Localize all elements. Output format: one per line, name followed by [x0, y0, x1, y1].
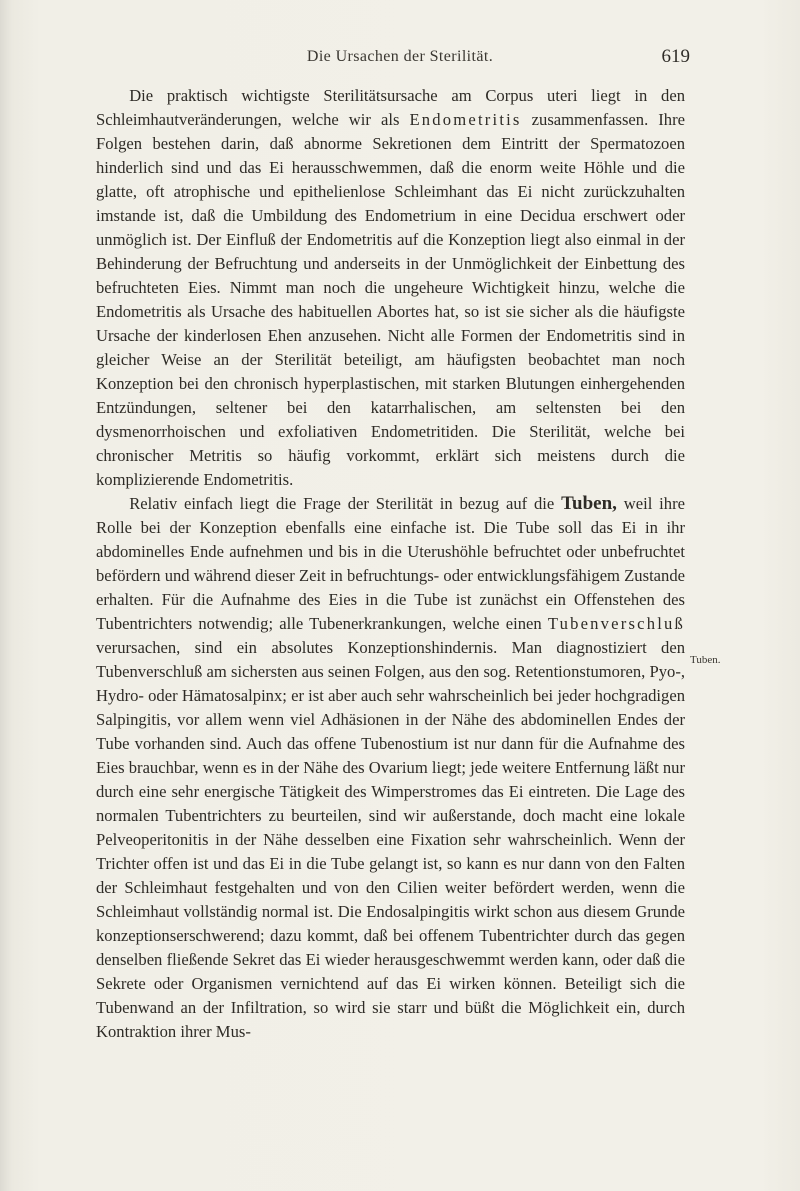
text-run: Relativ einfach liegt die Frage der Sterilität in bezug auf die [129, 494, 562, 513]
emphasized-term: Tubenverschluß [547, 614, 685, 633]
running-title: Die Ursachen der Sterilität. [306, 48, 494, 65]
bold-term: Tuben, [561, 493, 617, 514]
text-run: verursachen, sind ein absolutes Konzeptionshindernis. Man diagnostiziert den Tubenverschluß am sichersten aus seinen Folgen, aus den sog. Retentionstumoren, Pyo-, Hydro- oder Hämatosalpinx; er ist aber auch sehr wahrscheinlich bei jeder hochgradigen Salpingitis, vor allem wenn viel Adhäsionen in der Nähe des abdominellen Endes der Tube vorhanden sind. Auch das offene Tubenostium ist nur dann für die Aufnahme des Eies brauchbar, wenn es in der Nähe des Ovarium liegt; jede weitere Entfernung läßt nur durch eine sehr energische Tätigkeit des Wimperstromes das Ei eintreten. Die Lage des normalen Tubentrichters zu beurteilen, sind wir außerstande, doch macht eine lokale Pelveoperitonitis in der Nähe desselben eine Fixation sehr wahrscheinlich. Wenn der Trichter offen ist und das Ei in die Tube gelangt ist, so kann es nur dann von den Falten der Schleimhaut festgehalten und von den Cilien weiter befördert werden, wenn die Schleimhaut vollständig normal ist. Die Endosalpingitis wirkt schon aus diesem Grunde konzeptionserschwerend; dazu kommt, daß bei offenem Tubentrichter durch das gegen denselben fließende Sekret das Ei wieder herausgeschwemmt werden kann, oder daß die Sekrete oder Organismen vernichtend auf das Ei wirken können. Beteiligt sich die Tubenwand an der Infiltration, so wird sie starr und büßt die Möglichkeit ein, durch Kontraktion ihrer Mus- [96, 638, 685, 1041]
paragraph-tuben [96, 492, 685, 1044]
paragraph-endometritis [96, 84, 685, 492]
text-run: weil ihre Rolle bei der Konzeption ebenfalls eine einfache ist. Die Tube soll das Ei in ihr abdominelles Ende aufnehmen und bis in die Uterushöhle befruchtet oder unbefruchtet befördern und während dieser Zeit in befruchtungs- oder entwicklungsfähigem Zustande erhalten. Für die Aufnahme des Eies in die Tube ist zunächst ein Offenstehen des Tubentrichters notwendig; alle Tubenerkrankungen, welche einen [96, 494, 685, 633]
body-text [96, 84, 685, 1044]
page-number: 619 [661, 46, 690, 67]
page-header [0, 44, 800, 74]
emphasized-term: Endometritis [409, 110, 522, 129]
margin-note: Tuben. [690, 654, 721, 666]
text-run: zusammenfassen. Ihre Folgen bestehen darin, daß abnorme Sekretionen dem Eintritt der Spermatozoen hinderlich sind und das Ei herausschwemmen, daß die enorm weite Höhle und die glatte, oft atrophische und epithelienlose Schleimhant das Ei nicht zurückzuhalten imstande ist, daß die Umbildung des Endometrium in eine Decidua erschwert oder unmöglich ist. Der Einfluß der Endometritis auf die Konzeption liegt also einmal in der Behinderung der Befruchtung und anderseits in der Unmöglichkeit der Einbettung des befruchteten Eies. Nimmt man noch die ungeheure Wichtigkeit hinzu, welche die Endometritis als Ursache des habituellen Abortes hat, so ist sie sicher als die häufigste Ursache der kinderlosen Ehen anzusehen. Nicht alle Formen der Endometritis sind in gleicher Weise an der Sterilität beteiligt, am häufigsten beobachtet man noch Konzeption bei den chronisch hyperplastischen, mit starken Blutungen einhergehenden Entzündungen, seltener bei den katarrhalischen, am seltensten bei den dysmenorrhoischen und exfoliativen Endometritiden. Die Sterilität, welche bei chronischer Metritis so häufig vorkommt, erklärt sich meistens durch die komplizierende Endometritis. [96, 110, 685, 489]
text-run: Die praktisch wichtigste Sterilitätsursache am Corpus uteri liegt in den Schleimhautveränderungen, welche wir als [96, 86, 685, 129]
